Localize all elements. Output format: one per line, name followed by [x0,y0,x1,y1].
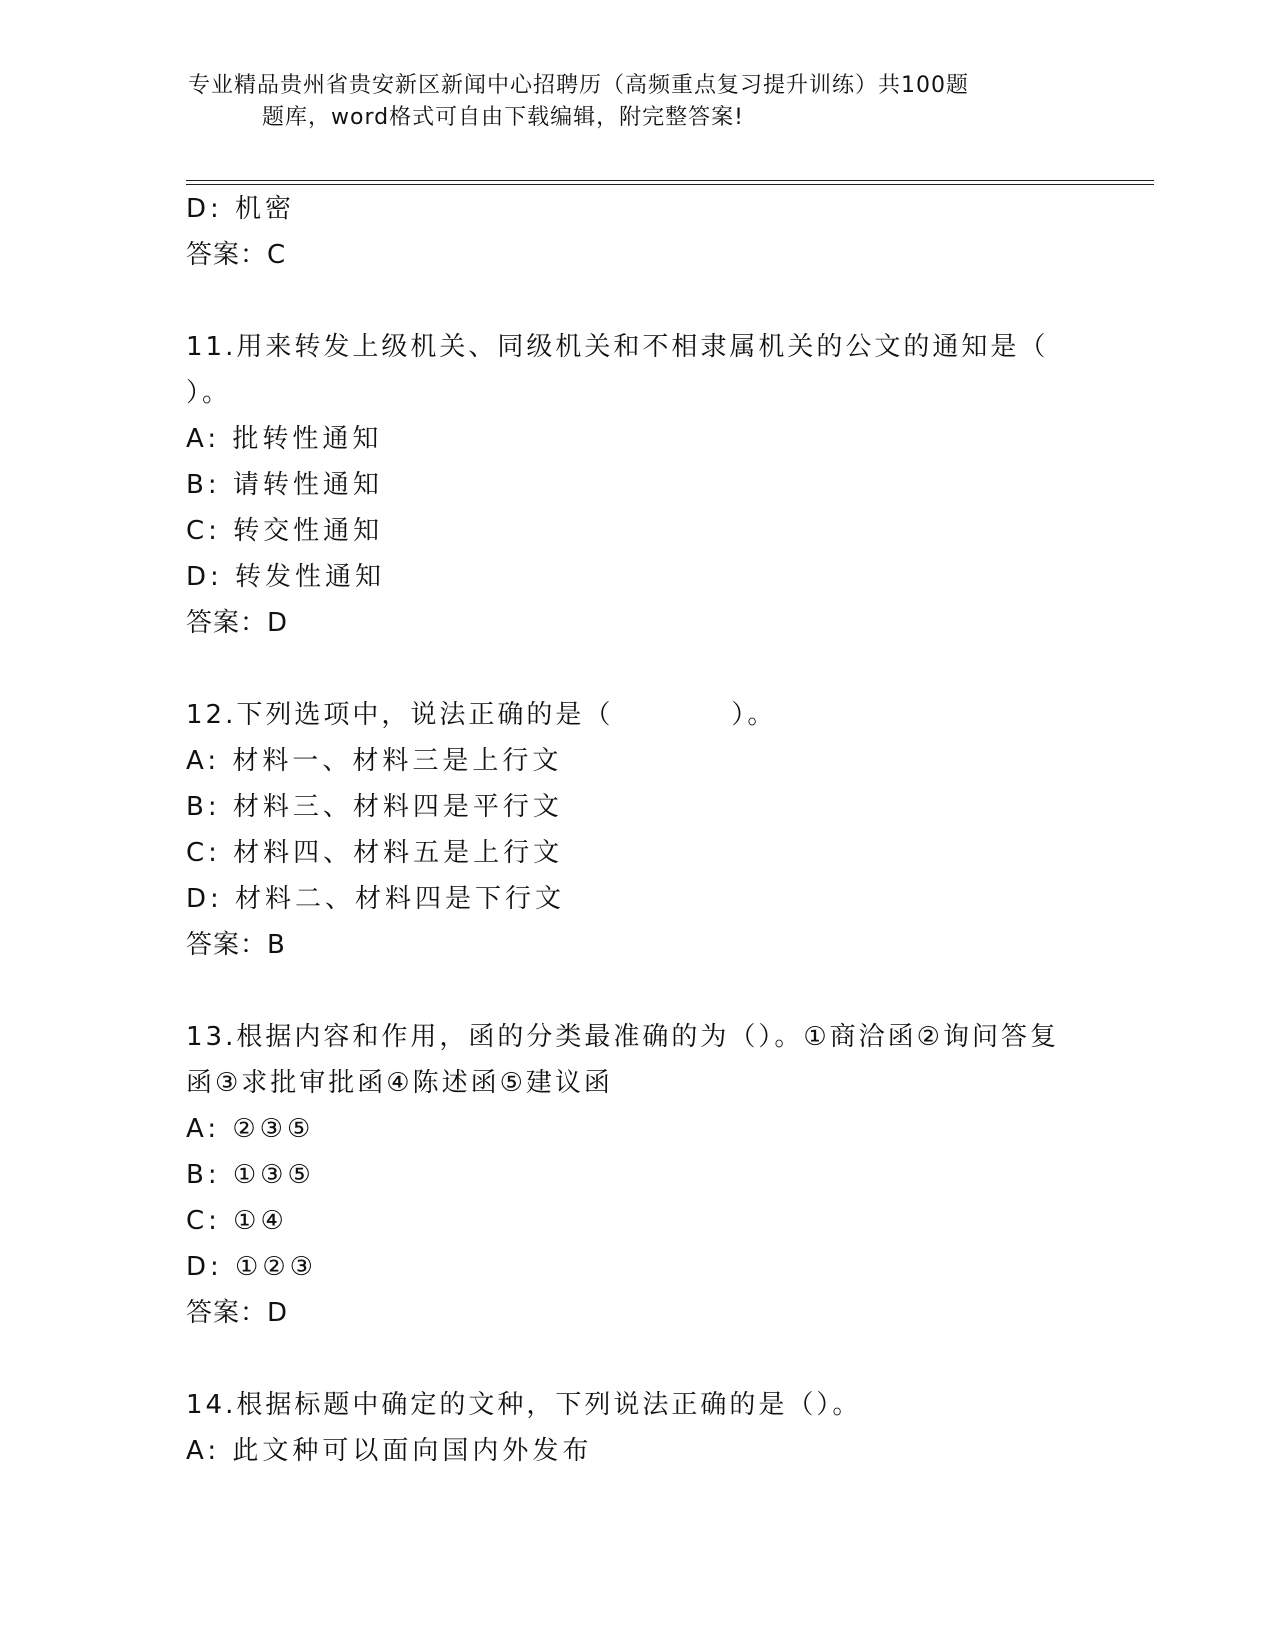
option-a: A: 此文种可以面向国内外发布 [186,1436,593,1466]
option-b: B: ①③⑤ [186,1160,315,1190]
option-d: D: 转发性通知 [186,562,386,592]
question-list [186,186,1086,1474]
answer-line: 答案：D [186,1298,289,1328]
question-text: 14.根据标题中确定的文种，下列说法正确的是（）。 [186,1390,862,1420]
answer-line: 答案：C [186,240,287,270]
question-text-suffix: ）。 [731,700,777,730]
option-d: D: 机密 [186,194,296,224]
question-11 [186,324,1086,646]
spacer [186,278,1086,324]
question-14 [186,1382,1086,1474]
option-a: A: ②③⑤ [186,1114,315,1144]
header-divider-top [186,180,1154,181]
question-12 [186,692,1086,968]
option-c: C: 材料四、材料五是上行文 [186,838,564,868]
question-text: 13.根据内容和作用，函的分类最准确的为（）。①商洽函②询问答复 [186,1022,1059,1052]
header-divider-bottom [186,184,1154,185]
spacer [186,968,1086,1014]
option-d: D: ①②③ [186,1252,317,1282]
spacer [186,1336,1086,1382]
question-text [186,692,1086,738]
option-d: D: 材料二、材料四是下行文 [186,884,566,914]
option-b: B: 请转性通知 [186,470,383,500]
question-text-continued: ）。 [186,378,232,408]
question-text: 11.用来转发上级机关、同级机关和不相隶属机关的公文的通知是（ [186,332,1049,362]
spacer [186,646,1086,692]
header-title-line2: 题库，word格式可自由下载编辑，附完整答案! [262,105,744,130]
question-text-prefix: 12.下列选项中，说法正确的是（ [186,700,614,730]
answer-line: 答案：B [186,930,286,960]
question-text-continued: 函③求批审批函④陈述函⑤建议函 [186,1068,613,1098]
answer-line: 答案：D [186,608,289,638]
header-title-line1: 专业精品贵州省贵安新区新闻中心招聘历（高频重点复习提升训练）共100题 [188,73,969,98]
option-a: A: 材料一、材料三是上行文 [186,746,563,776]
document-header [188,70,1068,134]
option-b: B: 材料三、材料四是平行文 [186,792,563,822]
question-13 [186,1014,1086,1336]
option-a: A: 批转性通知 [186,424,383,454]
option-c: C: ①④ [186,1206,288,1236]
option-c: C: 转交性通知 [186,516,384,546]
